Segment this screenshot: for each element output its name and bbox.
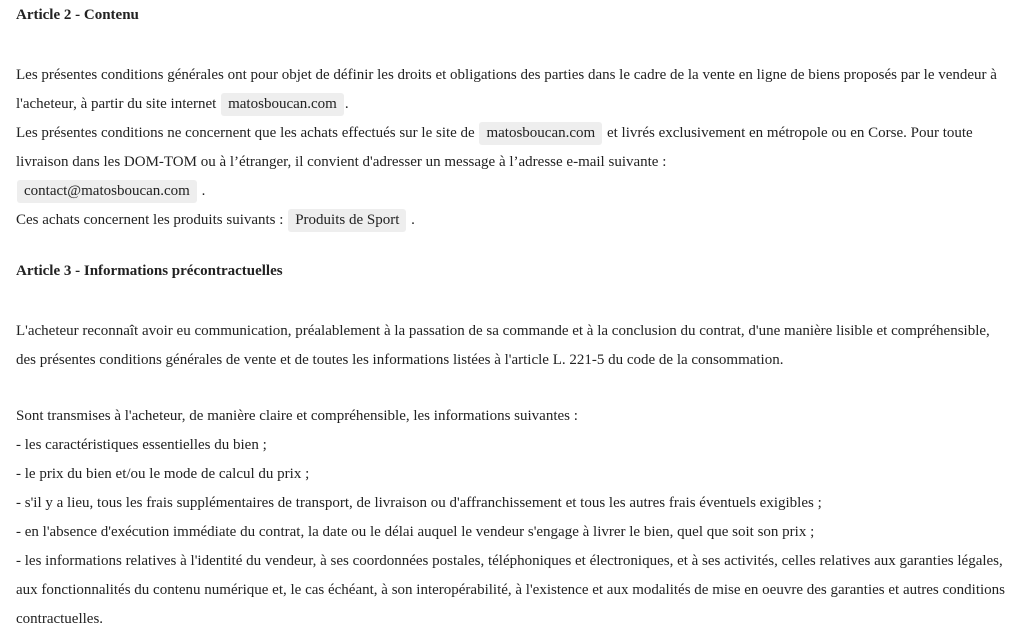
article-2-paragraph-2: [16, 119, 1008, 206]
products-tag: Produits de Sport: [288, 209, 406, 232]
article-3-title: Article 3 - Informations précontractuelles: [16, 263, 283, 279]
p2-end: .: [201, 183, 206, 199]
article-2-paragraph-3: [16, 206, 1008, 235]
list-item: - s'il y a lieu, tous les frais supplémentaires de transport, de livraison ou d'affranchissement et tous les autres frais éventuels exigibles ;: [16, 495, 822, 511]
article-3-paragraph-1: L'acheteur reconnaît avoir eu communication, préalablement à la passation de sa commande et à la conclusion du contrat, d'une manière lisible et compréhensible, des présentes conditions générales de vente et de toutes les informations listées à l'article L. 221-5 du code de la consommation.: [16, 323, 990, 368]
article-2-p2-text-a: Les présentes conditions ne concernent que les achats effectués sur le site de: [16, 125, 475, 141]
list-item: - le prix du bien et/ou le mode de calcul du prix ;: [16, 466, 310, 482]
paragraph-gap: [16, 375, 1008, 402]
article-2-p1-text: Les présentes conditions générales ont pour objet de définir les droits et obligations des parties dans le cadre de la vente en ligne de biens proposés par le vendeur à l'acheteur, à partir du site internet: [16, 67, 997, 112]
list-item: - les caractéristiques essentielles du bien ;: [16, 437, 267, 453]
site-tag: matosboucan.com: [221, 93, 344, 116]
p1-end: .: [344, 96, 349, 112]
email-tag: contact@matosboucan.com: [17, 180, 197, 203]
article-2-p2-text-b: et livrés exclusivement en métropole ou en Corse. Pour toute livraison dans les DOM-TOM ou à l’étranger, il convient d'adresser un message à l’adresse e-mail suivante :: [16, 125, 973, 170]
list-item: - les informations relatives à l'identité du vendeur, à ses coordonnées postales, téléphoniques et électroniques, et à ses activités, celles relatives aux garanties légales, aux fonctionnalités du contenu numérique et, le cas échéant, à son interopérabilité, à l'existence et aux modalités de mise en oeuvre des garanties et autres conditions contractuelles.: [16, 553, 1006, 627]
list-item: - en l'absence d'exécution immédiate du contrat, la date ou le délai auquel le vendeur s'engage à livrer le bien, quel que soit son prix ;: [16, 524, 815, 540]
site-tag: matosboucan.com: [479, 122, 602, 145]
article-2-paragraph-1: [16, 61, 1008, 119]
p3-end: .: [411, 212, 415, 228]
article-3-intro: Sont transmises à l'acheteur, de manière claire et compréhensible, les informations suivantes :: [16, 408, 578, 424]
article-2-title: Article 2 - Contenu: [16, 7, 139, 23]
article-2-p3-text: Ces achats concernent les produits suivants :: [16, 212, 284, 228]
